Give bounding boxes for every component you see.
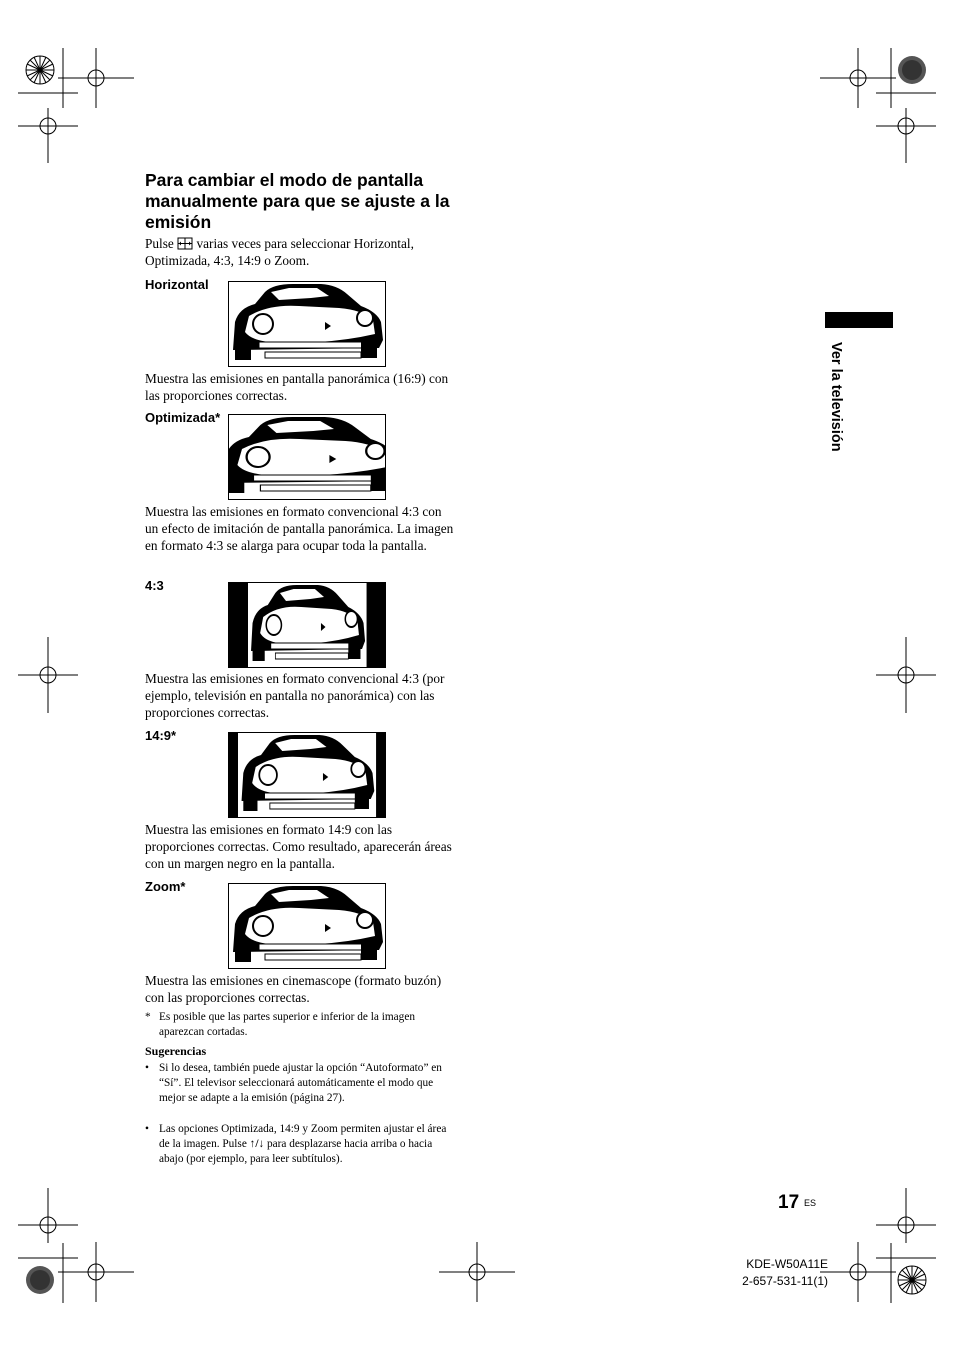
tip-text-before-arrows: Las opciones Optimizada, 14:9 y Zoom permiten ajustar el área de la imagen. Pulse — [159, 1123, 447, 1150]
mode-label-optimizada: Optimizada* — [145, 410, 221, 425]
mode-description-optimizada: Muestra las emisiones en formato convencional 4:3 con un efecto de imitación de pantalla panorámica. La imagen en formato 4:3 se alarga para ocupar toda la pantalla. — [145, 504, 454, 553]
wide-mode-button-icon — [177, 237, 193, 250]
mode-description-14-9: Muestra las emisiones en formato 14:9 con las proporciones correctas. Como resultado, aparecerán áreas con un margen negro en la pantalla. — [145, 822, 452, 871]
side-tab-marker — [825, 312, 893, 328]
mode-label-4-3: 4:3 — [145, 578, 164, 593]
part-number: 2-657-531-11(1) — [742, 1274, 828, 1288]
mode-description-horizontal: Muestra las emisiones en pantalla panorámica (16:9) con las proporciones correctas. — [145, 371, 449, 403]
mode-description-4-3: Muestra las emisiones en formato convencional 4:3 (por ejemplo, televisión en pantalla no panorámica) con las proporciones correctas. — [145, 671, 445, 720]
mode-label-horizontal: Horizontal — [145, 277, 209, 292]
footnote-marker: * — [145, 1011, 151, 1023]
illustration-horizontal — [228, 281, 386, 367]
tip-item-autoformato: Si lo desea, también puede ajustar la opción “Autoformato” en “Sí”. El televisor seleccionará automáticamente el modo que mejor se adapte a la emisión (página 27). — [159, 1062, 442, 1104]
side-tab-label — [826, 342, 846, 482]
footnote-text: Es posible que las partes superior e inferior de la imagen aparezcan cortadas. — [159, 1011, 415, 1038]
mode-description-zoom: Muestra las emisiones en cinemascope (formato buzón) con las proporciones correctas. — [145, 973, 442, 1005]
model-number: KDE-W50A11E — [746, 1257, 828, 1271]
side-tab-text: Ver la televisión — [828, 342, 844, 452]
tip-bullet: • — [145, 1123, 149, 1135]
intro-before-icon: Pulse — [145, 236, 174, 251]
intro-after-icon: varias veces para seleccionar Horizontal, Optimizada, 4:3, 14:9 o Zoom. — [145, 236, 414, 268]
illustration-4-3 — [228, 582, 386, 668]
up-down-arrow-icon: ↑/↓ — [249, 1138, 265, 1150]
illustration-14-9 — [228, 732, 386, 818]
tips-heading: Sugerencias — [145, 1044, 207, 1058]
tip-text-after-arrows: para desplazarse hacia arriba o hacia abajo (por ejemplo, para leer subtítulos). — [159, 1138, 433, 1165]
illustration-zoom — [228, 883, 386, 969]
tip-bullet: • — [145, 1062, 149, 1074]
tip-item-adjust-area — [159, 1122, 455, 1167]
mode-label-zoom: Zoom* — [145, 879, 186, 894]
intro-text — [145, 235, 455, 269]
section-title: Para cambiar el modo de pantalla manualmente para que se ajuste a la emisión — [145, 170, 450, 232]
page-number: 17 — [778, 1192, 800, 1213]
page-language-code: ES — [804, 1198, 817, 1208]
illustration-optimizada — [228, 414, 386, 500]
mode-label-14-9: 14:9* — [145, 728, 177, 743]
